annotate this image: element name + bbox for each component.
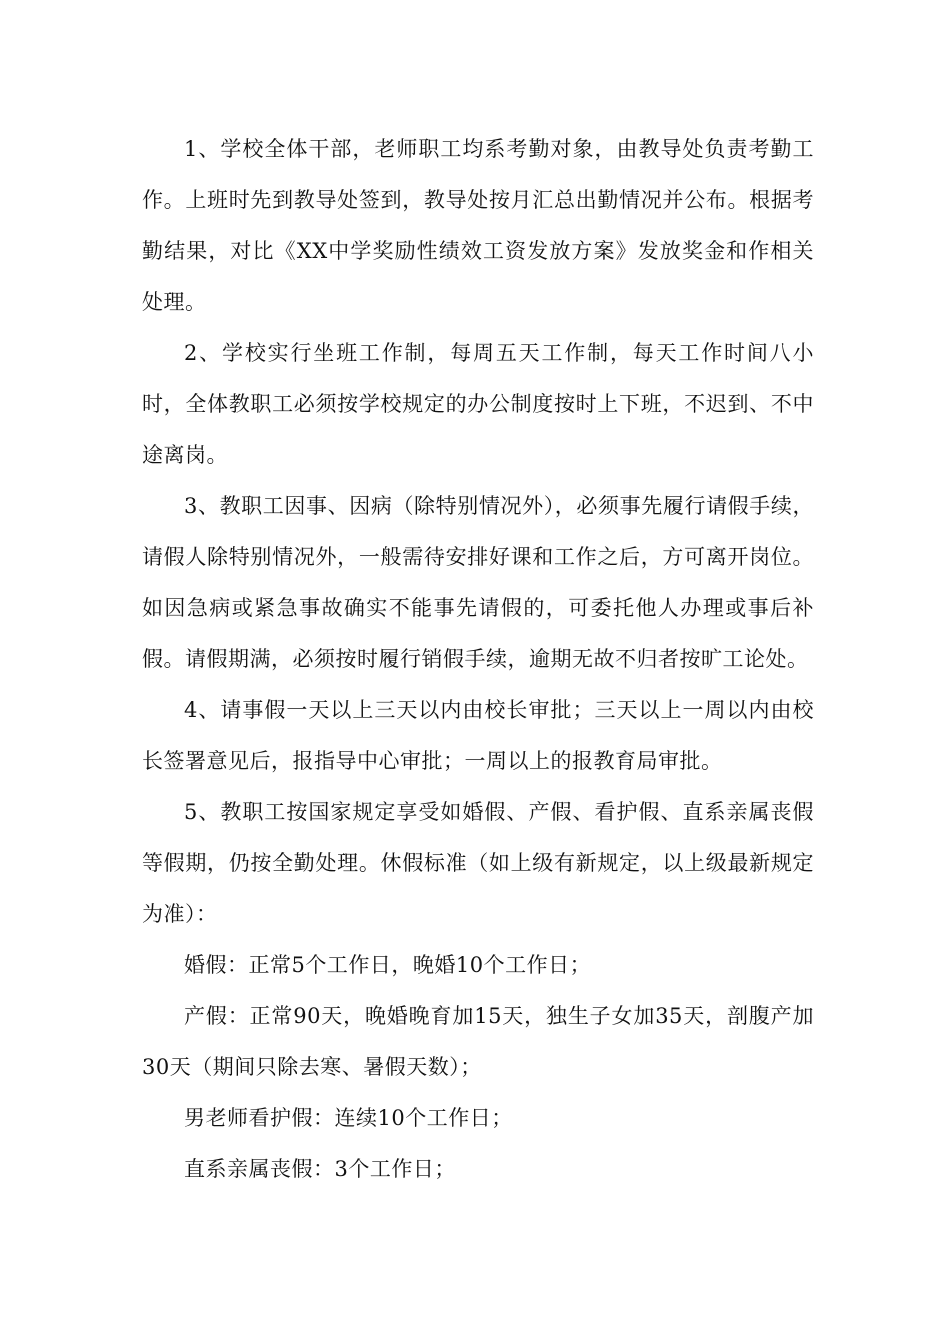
document-body: [142, 124, 814, 1195]
paragraph-leave-approval: 4、请事假一天以上三天以内由校长审批；三天以上一周以内由校长签署意见后，报指导中心审批；一周以上的报教育局审批。: [142, 698, 814, 773]
paragraph-bereavement-leave: 直系亲属丧假：3个工作日；: [184, 1157, 456, 1181]
paragraph-statutory-leave: 5、教职工按国家规定享受如婚假、产假、看护假、直系亲属丧假等假期，仍按全勤处理。休假标准（如上级有新规定，以上级最新规定为准）：: [142, 800, 814, 926]
paragraph-paternity-leave: 男老师看护假：连续10个工作日；: [184, 1106, 513, 1130]
paragraph-maternity-leave: 产假：正常90天，晚婚晚育加15天，独生子女加35天，剖腹产加30天（期间只除去寒、暑假天数）；: [142, 1004, 814, 1079]
paragraph-leave-procedure: 3、教职工因事、因病（除特别情况外），必须事先履行请假手续，请假人除特别情况外，一般需待安排好课和工作之后，方可离开岗位。如因急病或紧急事故确实不能事先请假的，可委托他人办理或事后补假。请假期满，必须按时履行销假手续，逾期无故不归者按旷工论处。: [142, 494, 814, 671]
paragraph-work-schedule: 2、学校实行坐班工作制，每周五天工作制，每天工作时间八小时，全体教职工必须按学校规定的办公制度按时上下班，不迟到、不中途离岗。: [142, 341, 814, 467]
paragraph-attendance-scope: 1、学校全体干部，老师职工均系考勤对象，由教导处负责考勤工作。上班时先到教导处签到，教导处按月汇总出勤情况并公布。根据考勤结果，对比《XX中学奖励性绩效工资发放方案》发放奖金和作相关处理。: [142, 137, 814, 314]
paragraph-marriage-leave: 婚假：正常5个工作日，晚婚10个工作日；: [184, 953, 592, 977]
